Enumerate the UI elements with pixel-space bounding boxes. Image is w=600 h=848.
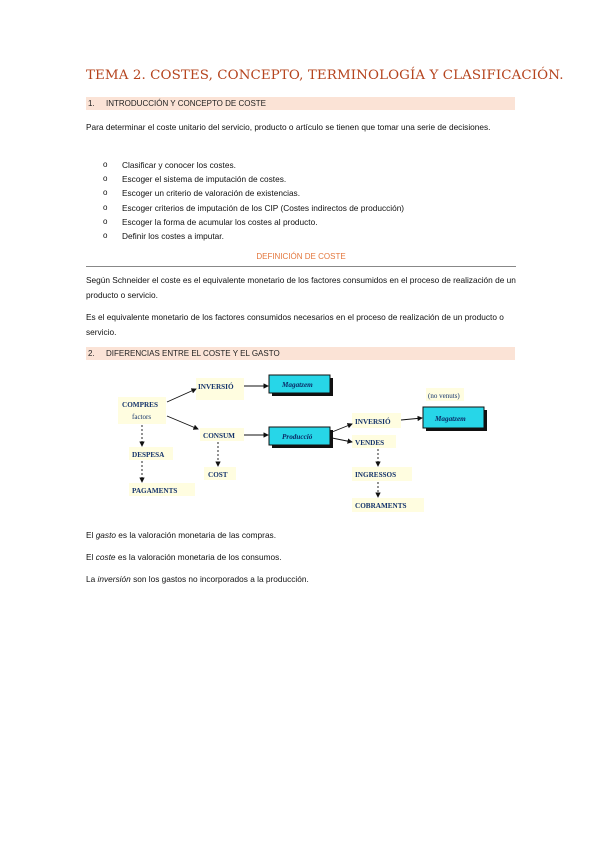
arrow-produccio-vendes <box>332 438 352 442</box>
coste-prefix: El <box>86 552 96 562</box>
decision-list <box>103 158 404 243</box>
page-title: TEMA 2. COSTES, CONCEPTO, TERMINOLOGÍA Y CLASIFICACIÓN. <box>86 68 564 83</box>
list-item-text: Definir los costes a imputar. <box>122 230 224 241</box>
vendes-label: VENDES <box>355 439 385 447</box>
compres-label: COMPRES <box>122 401 158 409</box>
definition-paragraph-2 <box>86 310 516 340</box>
list-item-text: Escoger la forma de acumular los costes al producto. <box>122 216 318 227</box>
gasto-definition <box>86 528 516 543</box>
magatzem-label-2: Magatzem <box>435 415 466 423</box>
arrow-produccio-inversio <box>332 424 352 432</box>
despesa-label: DESPESA <box>132 451 165 459</box>
list-item-text: Clasificar y conocer los costes. <box>122 160 236 170</box>
coste-definition <box>86 550 516 565</box>
inversio-label-2: INVERSIÓ <box>355 418 391 426</box>
inversio-label-1: INVERSIÓ <box>198 383 234 391</box>
definition-heading: DEFINICIÓN DE COSTE <box>256 252 346 261</box>
list-item <box>103 215 404 229</box>
definition-text: Es el equivalente monetario de los factores consumidos necesarios en el proceso de realización de un producto o servicio. <box>86 312 504 337</box>
inversion-prefix: La <box>86 574 98 584</box>
gasto-prefix: El <box>86 530 96 540</box>
list-item <box>103 158 404 172</box>
divider <box>86 266 516 267</box>
section-label: INTRODUCCIÓN Y CONCEPTO DE COSTE <box>106 99 267 108</box>
intro-text: Para determinar el coste unitario del servicio, producto o artículo se tienen que tomar una serie de decisiones. <box>86 122 491 132</box>
no-venuts-label: (no venuts) <box>428 392 460 400</box>
ingressos-label: INGRESSOS <box>355 471 397 479</box>
list-item-text: Escoger criterios de imputación de los CIP (Costes indirectos de producción) <box>122 202 405 213</box>
definition-text: Según Schneider el coste es el equivalente monetario de los factores consumidos en el proceso de realización de un producto o servicio. <box>86 275 516 300</box>
list-item-text: Escoger el sistema de imputación de costes. <box>122 174 287 185</box>
section-label: DIFERENCIAS ENTRE EL COSTE Y EL GASTO <box>106 349 280 358</box>
inversion-term: inversión <box>97 574 131 584</box>
section-number: 2. <box>88 349 95 358</box>
bullet-marker: o <box>103 230 108 240</box>
gasto-term: gasto <box>95 530 116 540</box>
list-item <box>103 201 404 215</box>
list-item <box>103 172 404 186</box>
section-heading-2 <box>86 347 515 360</box>
bullet-marker: o <box>103 174 108 184</box>
definition-paragraph-1 <box>86 273 516 303</box>
bullet-marker: o <box>103 188 108 198</box>
magatzem-label-1: Magatzem <box>282 381 313 389</box>
factors-label: factors <box>132 413 152 421</box>
consum-label: CONSUM <box>203 432 235 440</box>
inversion-rest: son los gastos no incorporados a la producción. <box>130 574 309 584</box>
cost-label: COST <box>208 471 228 479</box>
cobraments-label: COBRAMENTS <box>355 502 407 510</box>
list-item <box>103 186 404 200</box>
coste-rest: es la valoración monetaria de los consumos. <box>115 552 282 562</box>
bullet-marker: o <box>103 202 108 212</box>
gasto-rest: es la valoración monetaria de las compras. <box>115 530 277 540</box>
list-item-text: Escoger un criterio de valoración de existencias. <box>122 188 301 199</box>
section-heading-1 <box>86 97 515 110</box>
arrow-compres-consum <box>167 416 198 429</box>
bullet-marker: o <box>103 160 108 169</box>
arrow-compres-inversio <box>167 389 196 402</box>
list-item <box>103 229 404 243</box>
intro-paragraph <box>86 120 516 135</box>
bullet-marker: o <box>103 216 108 226</box>
coste-term: coste <box>95 552 116 562</box>
cost-expense-diagram <box>110 372 466 518</box>
section-number: 1. <box>88 99 95 108</box>
inversion-definition <box>86 572 516 587</box>
arrow-inversio-magatzem-2 <box>401 418 422 420</box>
pagaments-label: PAGAMENTS <box>132 487 178 495</box>
produccio-label: Producció <box>282 433 313 441</box>
